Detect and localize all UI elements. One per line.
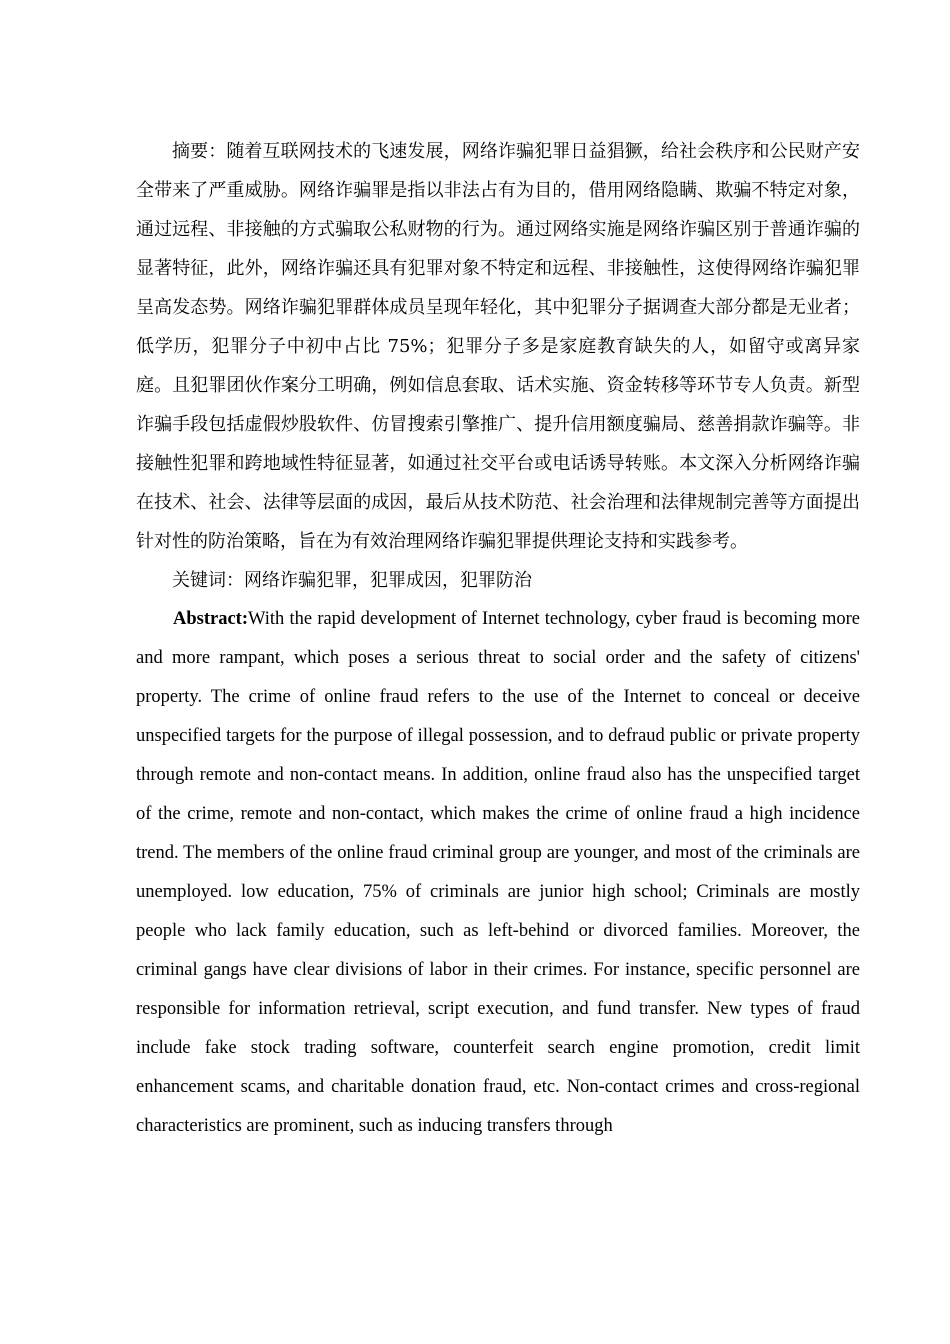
- abstract-zh-text: 随着互联网技术的飞速发展，网络诈骗犯罪日益猖獗，给社会秩序和公民财产安全带来了严重威胁。网络诈骗罪是指以非法占有为目的，借用网络隐瞒、欺骗不特定对象，通过远程、非接触的方式骗取公私财物的行为。通过网络实施是网络诈骗区别于普通诈骗的显著特征，此外，网络诈骗还具有犯罪对象不特定和远程、非接触性，这使得网络诈骗犯罪呈高发态势。网络诈骗犯罪群体成员呈现年轻化，其中犯罪分子据调查大部分都是无业者；低学历，犯罪分子中初中占比 75%；犯罪分子多是家庭教育缺失的人，如留守或离异家庭。且犯罪团伙作案分工明确，例如信息套取、话术实施、资金转移等环节专人负责。新型诈骗手段包括虚假炒股软件、仿冒搜索引擎推广、提升信用额度骗局、慈善捐款诈骗等。非接触性犯罪和跨地域性特征显著，如通过社交平台或电话诱导转账。本文深入分析网络诈骗在技术、社会、法律等层面的成因，最后从技术防范、社会治理和法律规制完善等方面提出针对性的防治策略，旨在为有效治理网络诈骗犯罪提供理论支持和实践参考。: [136, 141, 861, 552]
- document-page: [136, 132, 860, 1146]
- keywords-zh-label: 关键词：: [172, 570, 244, 591]
- abstract-en-text: With the rapid development of Internet technology, cyber fraud is becoming more and more rampant, which poses a serious threat to social order and the safety of citizens' property. The crime of online fraud refers to the use of the Internet to conceal or deceive unspecified targets for the purpose of illegal possession, and to defraud public or private property through remote and non-contact means. In addition, online fraud also has the unspecified target of the crime, remote and non-contact, which makes the crime of online fraud a high incidence trend. The members of the online fraud criminal group are younger, and most of the criminals are unemployed. low education, 75% of criminals are junior high school; Criminals are mostly people who lack family education, such as left-behind or divorced families. Moreover, the criminal gangs have clear divisions of labor in their crimes. For instance, specific personnel are responsible for information retrieval, script execution, and fund transfer. New types of fraud include fake stock trading software, counterfeit search engine promotion, credit limit enhancement scams, and charitable donation fraud, etc. Non-contact crimes and cross-regional characteristics are prominent, such as inducing transfers through: [136, 609, 860, 1136]
- keywords-zh-paragraph: [136, 561, 860, 600]
- abstract-zh-label: 摘要：: [172, 141, 227, 162]
- abstract-en-label: Abstract:: [173, 609, 249, 629]
- abstract-zh-paragraph: [136, 132, 860, 561]
- keywords-zh-text: 网络诈骗犯罪，犯罪成因，犯罪防治: [244, 570, 532, 591]
- abstract-en-paragraph: [136, 600, 860, 1146]
